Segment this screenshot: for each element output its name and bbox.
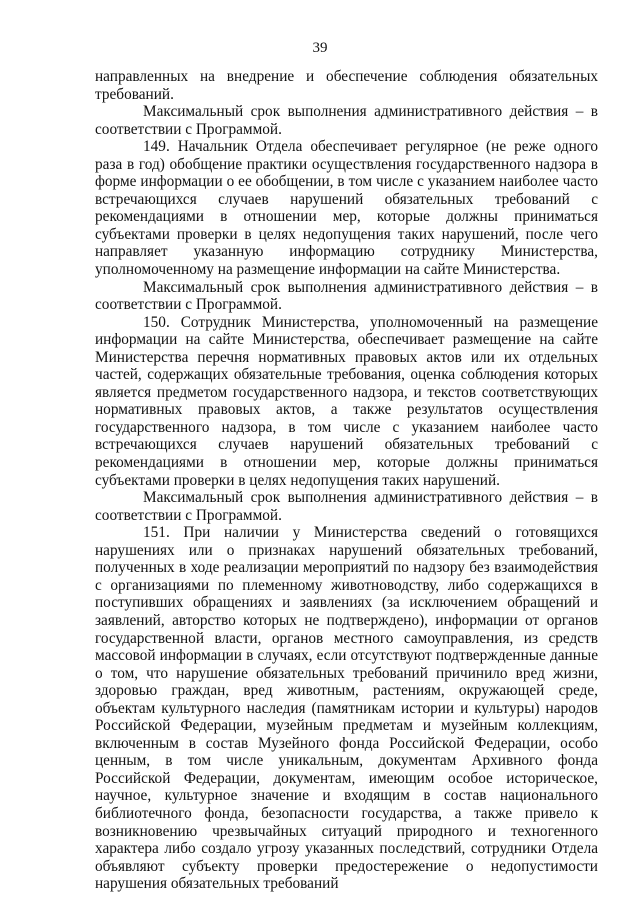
- document-body: [95, 68, 598, 893]
- paragraph-150: 150. Сотрудник Министерства, уполномоченный на размещение информации на сайте Министерства, обеспечивает размещение на сайте Министерства перечня нормативных правовых актов или их отдельных частей, содержащих обязательные требования, оценка соблюдения которых является предметом государственного надзора, и текстов соответствующих нормативных правовых актов, а также результатов осуществления государственного надзора, в том числе с указанием наиболее часто встречающихся случаев нарушений обязательных требований с рекомендациями в отношении мер, которые должны приниматься субъектами проверки в целях недопущения таких нарушений.: [95, 313, 598, 489]
- page-number: 39: [312, 40, 328, 56]
- paragraph-deadline-1: Максимальный срок выполнения административного действия – в соответствии с Программой.: [95, 103, 598, 138]
- paragraph-continuation: направленных на внедрение и обеспечение соблюдения обязательных требований.: [95, 68, 598, 103]
- paragraph-151: 151. При наличии у Министерства сведений о готовящихся нарушениях или о признаках нарушений обязательных требований, полученных в ходе реализации мероприятий по надзору без взаимодействия с организациями по племенному животноводству, либо содержащихся в поступивших обращениях и заявлениях (за исключением обращений и заявлений, авторство которых не подтверждено), информации от органов государственной власти, органов местного самоуправления, из средств массовой информации в случаях, если отсутствуют подтвержденные данные о том, что нарушение обязательных требований причинило вред жизни, здоровью граждан, вред животным, растениям, окружающей среде, объектам культурного наследия (памятникам истории и культуры) народов Российской Федерации, музейным предметам и музейным коллекциям, включенным в состав Музейного фонда Российской Федерации, особо ценным, в том числе уникальным, документам Архивного фонда Российской Федерации, документам, имеющим особое историческое, научное, культурное значение и входящим в состав национального библиотечного фонда, безопасности государства, а также привело к возникновению чрезвычайных ситуаций природного и техногенного характера либо создало угрозу указанных последствий, сотрудники Отдела объявляют субъекту проверки предостережение о недопустимости нарушения обязательных требований: [95, 524, 598, 893]
- paragraph-deadline-2: Максимальный срок выполнения административного действия – в соответствии с Программой.: [95, 278, 598, 314]
- paragraph-deadline-3: Максимальный срок выполнения административного действия – в соответствии с Программой.: [95, 489, 598, 524]
- paragraph-149: 149. Начальник Отдела обеспечивает регулярное (не реже одного раза в год) обобщение практики осуществления государственного надзора в форме информации о ее обобщении, в том числе с указанием наиболее часто встречающихся случаев нарушений обязательных требований с рекомендациями в отношении мер, которые должны приниматься субъектами проверки в целях недопущения таких нарушений, после чего направляет указанную информацию сотруднику Министерства, уполномоченному на размещение информации на сайте Министерства.: [95, 138, 598, 279]
